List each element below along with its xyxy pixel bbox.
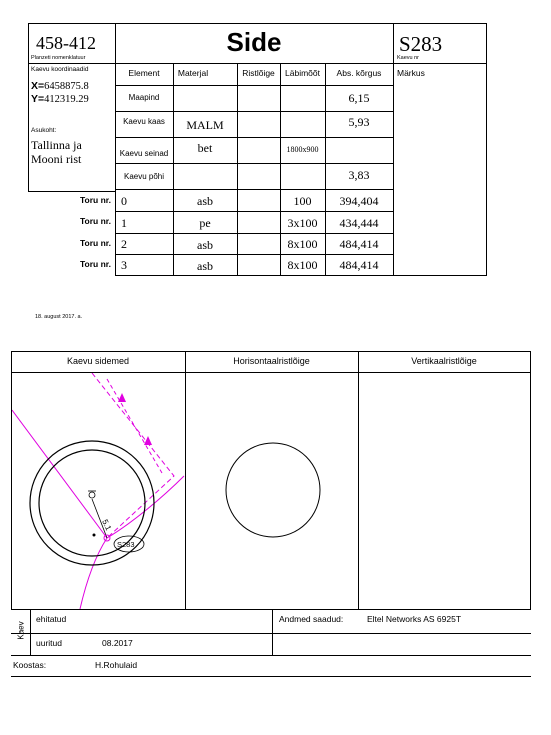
pipe-labimoot: 3x100 (287, 216, 318, 230)
pipe-labimoot: 100 (293, 194, 312, 208)
x-label: X= (31, 80, 45, 92)
panel-title-horisontaal: Horisontaalristlõige (233, 356, 310, 366)
row-seinad-labimoot: 1800x900 (286, 145, 319, 154)
koostas-label: Koostas: (13, 660, 47, 670)
col-markus: Märkus (397, 68, 425, 78)
pipe-lines-magenta (12, 373, 184, 609)
location-line1: Tallinna ja (31, 138, 82, 152)
pipe-nr: 3 (121, 258, 127, 272)
pipe-materjal: asb (197, 238, 213, 252)
col-element: Element (128, 68, 160, 78)
pipe-materjal: asb (197, 194, 213, 208)
row-kaas-korgus: 5,93 (348, 115, 370, 129)
y-label: Y= (31, 93, 45, 105)
pipe-label: Toru nr. (79, 259, 111, 269)
location-line2: Mooni rist (31, 152, 82, 166)
row-kaas-materjal: MALM (186, 118, 224, 132)
uuritud-value: 08.2017 (102, 638, 133, 648)
pipe-label: Toru nr. (79, 238, 111, 248)
row-kaas-label: Kaevu kaas (123, 117, 165, 126)
pipe-label: Toru nr. (79, 216, 111, 226)
well-outline-circle (226, 443, 320, 537)
uuritud-label: uuritud (36, 638, 62, 648)
pipe-nr: 0 (121, 194, 127, 208)
pipe-korgus: 434,444 (339, 216, 379, 230)
location-label: Asukoht: (31, 127, 57, 134)
well-tag-label: S283 (117, 540, 135, 549)
coords-label: Kaevu koordinaadid (31, 66, 89, 73)
page-title: Side (226, 27, 282, 57)
sheet-number: 458-412 (36, 33, 96, 53)
x-coordinate (31, 80, 89, 92)
document-date: 18. august 2017. a. (35, 314, 83, 320)
pipe-korgus: 394,404 (339, 194, 379, 208)
well-number-label: Kaevu nr (397, 55, 420, 61)
horizontal-section (186, 373, 358, 609)
row-maapind-korgus: 6,15 (348, 91, 370, 105)
col-ristloige: Ristlõige (242, 68, 275, 78)
panel-title-vertikaal: Vertikaalristlõige (411, 356, 477, 366)
pipe-materjal: asb (197, 259, 213, 273)
andmed-value: Eltel Networks AS 6925T (367, 614, 462, 624)
y-coordinate (31, 93, 89, 105)
planzet-label: Planzeti nomenklatuur (31, 55, 86, 61)
ehitatud-label: ehitatud (36, 614, 67, 624)
x-value: 6458875.8 (44, 81, 89, 92)
y-value: 412319.29 (44, 94, 89, 105)
koostas-value: H.Rohulaid (95, 660, 138, 670)
col-materjal: Materjal (177, 68, 209, 78)
well-number: S283 (399, 32, 443, 56)
andmed-label: Andmed saadud: (279, 614, 344, 624)
pipe-korgus: 484,414 (339, 258, 379, 272)
pipe-materjal: pe (199, 216, 211, 230)
kaev-label: Kaev (16, 621, 26, 640)
col-labimoot: Läbimõõt (285, 68, 320, 78)
connections-sketch (12, 373, 185, 609)
pipe-nr: 2 (121, 237, 127, 251)
pipe-korgus: 484,414 (339, 237, 379, 251)
row-pohi-label: Kaevu põhi (123, 172, 165, 181)
row-pohi-korgus: 3,83 (348, 168, 370, 182)
row-seinad-materjal: bet (197, 141, 213, 155)
pipe-nr: 1 (121, 216, 127, 230)
pipe-label: Toru nr. (79, 195, 111, 205)
row-seinad-label: Kaevu seinad (119, 149, 169, 158)
col-korgus: Abs. kõrgus (336, 68, 382, 78)
pipe-labimoot: 8x100 (287, 237, 318, 251)
panel-title-kaevu-sidemed: Kaevu sidemed (66, 356, 130, 366)
pipe-labimoot: 8x100 (287, 258, 318, 272)
dimension-label: 5.1 (100, 518, 114, 532)
row-maapind-label: Maapind (128, 93, 160, 102)
